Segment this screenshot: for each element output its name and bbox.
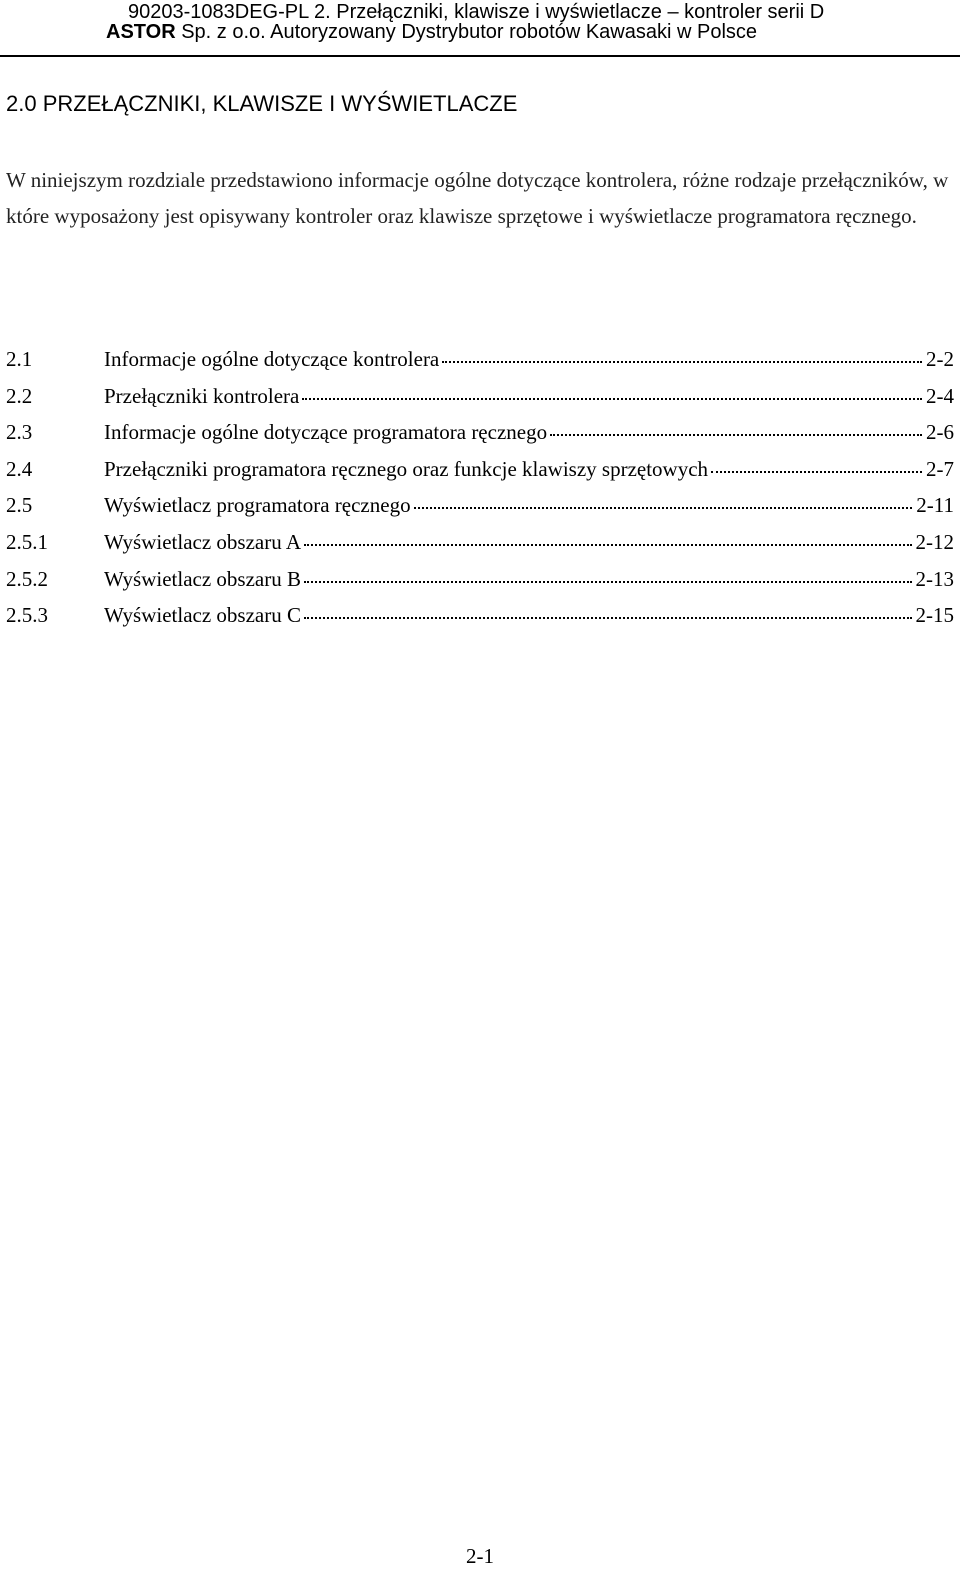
toc-entry-number: 2.5: [6, 493, 33, 518]
toc-entry-page: 2-7: [926, 456, 954, 481]
toc-entry[interactable]: [6, 455, 954, 492]
toc-entry[interactable]: [6, 565, 954, 602]
header-divider: [0, 55, 960, 57]
toc-entry[interactable]: [6, 345, 954, 382]
toc-entry-page: 2-13: [915, 566, 954, 591]
toc-entry-title: Informacje ogólne dotyczące kontrolera: [104, 347, 440, 371]
toc-entry-page: 2-4: [926, 383, 954, 408]
toc-entry-title: Wyświetlacz programatora ręcznego: [104, 493, 411, 518]
company-line: [106, 22, 757, 42]
toc-entry-title: Informacje ogólne dotyczące programatora ręcznego: [104, 420, 548, 445]
toc-leader-dots: [304, 573, 912, 583]
toc-leader-dots: [302, 390, 922, 400]
toc-entry-title: Przełączniki programatora ręcznego oraz funkcje klawiszy sprzętowych: [104, 456, 709, 481]
toc-leader-dots: [711, 463, 922, 473]
toc-entry-number: 2.4: [6, 456, 33, 481]
toc-entry-title: Wyświetlacz obszaru C: [104, 603, 301, 628]
toc-entry-title: Przełączniki kontrolera: [104, 383, 300, 408]
toc-entry[interactable]: [6, 418, 954, 455]
toc-entry-number: 2.1: [6, 347, 33, 371]
toc-leader-dots: [304, 609, 912, 619]
toc-entry-page: 2-6: [926, 420, 954, 445]
toc-entry-number: 2.2: [6, 383, 33, 408]
toc-entry[interactable]: [6, 528, 954, 565]
toc-entry-page: 2-12: [915, 529, 954, 554]
page-number: 2-1: [466, 1544, 494, 1568]
toc-entry[interactable]: [6, 601, 954, 638]
toc-entry-page: 2-11: [916, 493, 954, 518]
chapter-title: 2.0 PRZEŁĄCZNIKI, KLAWISZE I WYŚWIETLACZE: [6, 91, 518, 116]
toc-leader-dots: [304, 536, 912, 546]
toc-entry[interactable]: [6, 382, 954, 419]
toc-entry-title: Wyświetlacz obszaru B: [104, 566, 301, 591]
toc-entry-number: 2.3: [6, 420, 33, 445]
toc-leader-dots: [414, 499, 913, 509]
toc-entry-number: 2.5.2: [6, 566, 48, 591]
toc-entry-number: 2.5.3: [6, 603, 48, 628]
document-reference: 90203-1083DEG-PL 2. Przełączniki, klawisze i wyświetlacze – kontroler serii D: [128, 1, 825, 23]
table-of-contents: [6, 345, 954, 638]
toc-entry-page: 2-15: [915, 603, 954, 628]
toc-entry-page: 2-2: [926, 347, 954, 371]
company-description: Sp. z o.o. Autoryzowany Dystrybutor robotów Kawasaki w Polsce: [175, 21, 758, 43]
toc-leader-dots: [550, 426, 922, 436]
toc-entry-title: Wyświetlacz obszaru A: [104, 529, 301, 554]
toc-entry-number: 2.5.1: [6, 529, 48, 554]
toc-leader-dots: [442, 353, 922, 363]
company-brand: ASTOR: [106, 21, 176, 43]
intro-paragraph: W niniejszym rozdziale przedstawiono informacje ogólne dotyczące kontrolera, różne rodzaje przełączników, w które wyposażony jest opisywany kontroler oraz klawisze sprzętowe i wyświetlacze programatora ręcznego.: [6, 168, 949, 228]
toc-entry[interactable]: [6, 491, 954, 528]
